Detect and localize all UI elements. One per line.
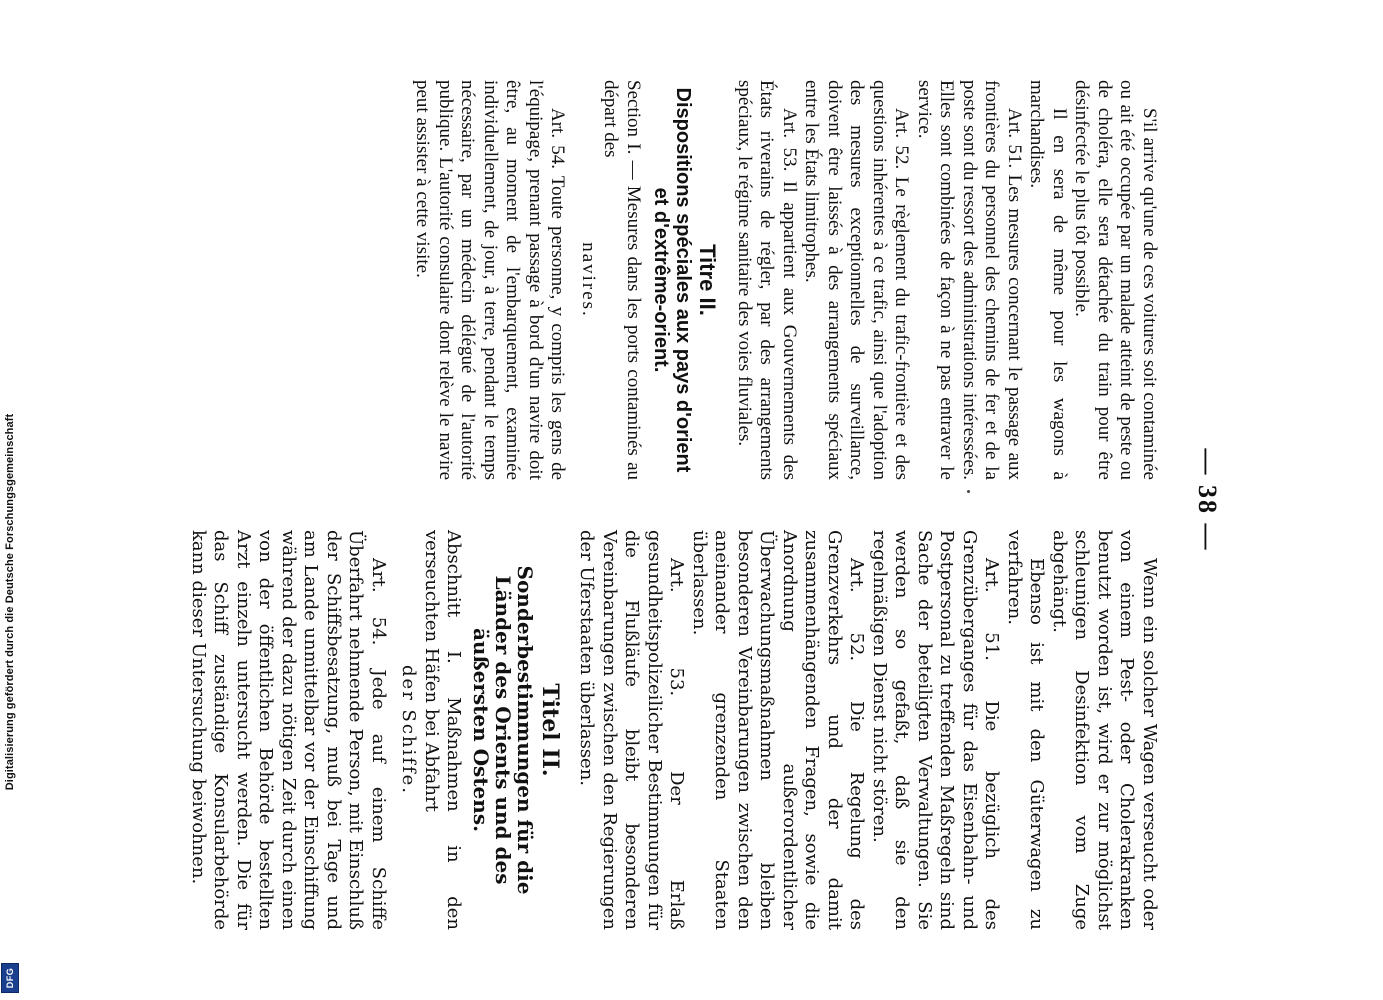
dfg-logo-text: DFG <box>5 967 15 989</box>
german-article-51: Art. 51. Die bezüglich des Grenzüberganges für das Eisenbahn- und Postpersonal zu treffenden Maßregeln sind Sache der beteiligten Verwaltungen. Sie werden so gefaßt, daß sie den regelmäßigen Dienst nicht stören. <box>869 530 1003 930</box>
german-column <box>187 530 1161 930</box>
french-paragraph-1: S'il arrive qu'une de ces voitures soit contaminée ou ait été occupée par un malade atteint de peste ou de choléra, elle sera détachée du train pour être désinfectée le plus tôt possible. <box>1071 80 1160 480</box>
french-subtitle: Dispositions spéciales aux pays d'orient et d'extrême-orient. <box>650 87 694 473</box>
french-section-subheading: navires. <box>578 242 599 318</box>
german-title: Titel II. <box>537 683 563 777</box>
french-article-52: Art. 52. Le règlement du trafic-frontière et des questions inhérentes à ce trafic, ainsi que l'adoption des mesures exceptionnelles de surveillance, doivent être laissés à des arrangements spéciaux entre les États limitrophes. <box>801 80 913 480</box>
french-title: Titre II. <box>695 244 721 316</box>
french-article-53: Art. 53. Il appartient aux Gouvernements des États riverains de régler, par des arrangements spéciaux, le régime sanitaire des voies fluviales. <box>734 80 800 480</box>
german-article-53: Art. 53. Der Erlaß gesundheitspolizeilicher Bestimmungen für die Flußläufe bleibt besonderen Vereinbarungen zwischen den Regierungen der Uferstaaten überlassen. <box>576 530 688 930</box>
scan-speck <box>967 490 970 493</box>
french-column <box>411 80 1160 480</box>
french-section-heading: Section I. — Mesures dans les ports contaminés au départ des <box>600 80 644 480</box>
dfg-funding-notice <box>0 0 20 1000</box>
german-section-subheading: der Schiffe. <box>398 665 420 795</box>
german-article-52: Art. 52. Die Regelung des Grenzverkehrs und der damit zusammenhängenden Fragen, sowie die Anordnung außerordentlicher Überwachungsmaßnahmen bleiben besonderen Vereinbarungen zwischen den aneinander grenzenden Staaten überlassen. <box>689 530 868 930</box>
french-paragraph-2: Il en sera de même pour les wagons à marchandises. <box>1026 80 1070 480</box>
dfg-notice-text: Digitalisierung gefördert durch die Deutsche Forschungsgemeinschaft <box>4 413 16 791</box>
german-section-heading: Abschnitt I. Maßnahmen in den verseuchten Häfen bei Abfahrt <box>421 530 465 930</box>
page-number: — 38 — <box>1193 448 1222 552</box>
german-subtitle: Sonderbestimmungen für die Länder des Orients und des äußersten Ostens. <box>469 565 538 895</box>
german-paragraph-1: Wenn ein solcher Wagen verseucht oder von einem Pest- oder Cholerakranken benutzt worden ist, wird er zur möglichst schleunigen Desinfektion vom Zuge abgehängt. <box>1049 530 1160 930</box>
dfg-logo-icon <box>1 963 19 993</box>
scanned-page <box>140 40 1240 960</box>
german-paragraph-2: Ebenso ist mit den Güterwagen zu verfahren. <box>1004 530 1048 930</box>
document-viewport <box>140 40 1240 960</box>
french-article-51: Art. 51. Les mesures concernant le passage aux frontières du personnel des chemins de fer et de la poste sont du ressort des administrations intéressées. Elles sont combinées de façon à ne pas entraver le service. <box>914 80 1025 480</box>
german-article-54: Art. 54. Jede auf einem Schiffe Überfahrt nehmende Person, mit Einschluß der Schiffsbesatzung, muß bei Tage und am Lande unmittelbar vor der Einschiffung während der dazu nötigen Zeit durch einen von der öffentlichen Behörde bestellten Arzt einzeln untersucht werden. Die für das Schiff zuständige Konsularbehörde kann dieser Untersuchung beiwohnen. <box>188 530 389 930</box>
french-article-54: Art. 54. Toute personne, y compris les gens de l'équipage, prenant passage à bord d'un navire doit être, au moment de l'embarquement, examinée individuellement, de jour, à terre, pendant le temps nécessaire, par un médecin délégué de l'autorité publique. L'autorité consulaire dont relève le navire peut assister à cette visite. <box>412 80 569 480</box>
